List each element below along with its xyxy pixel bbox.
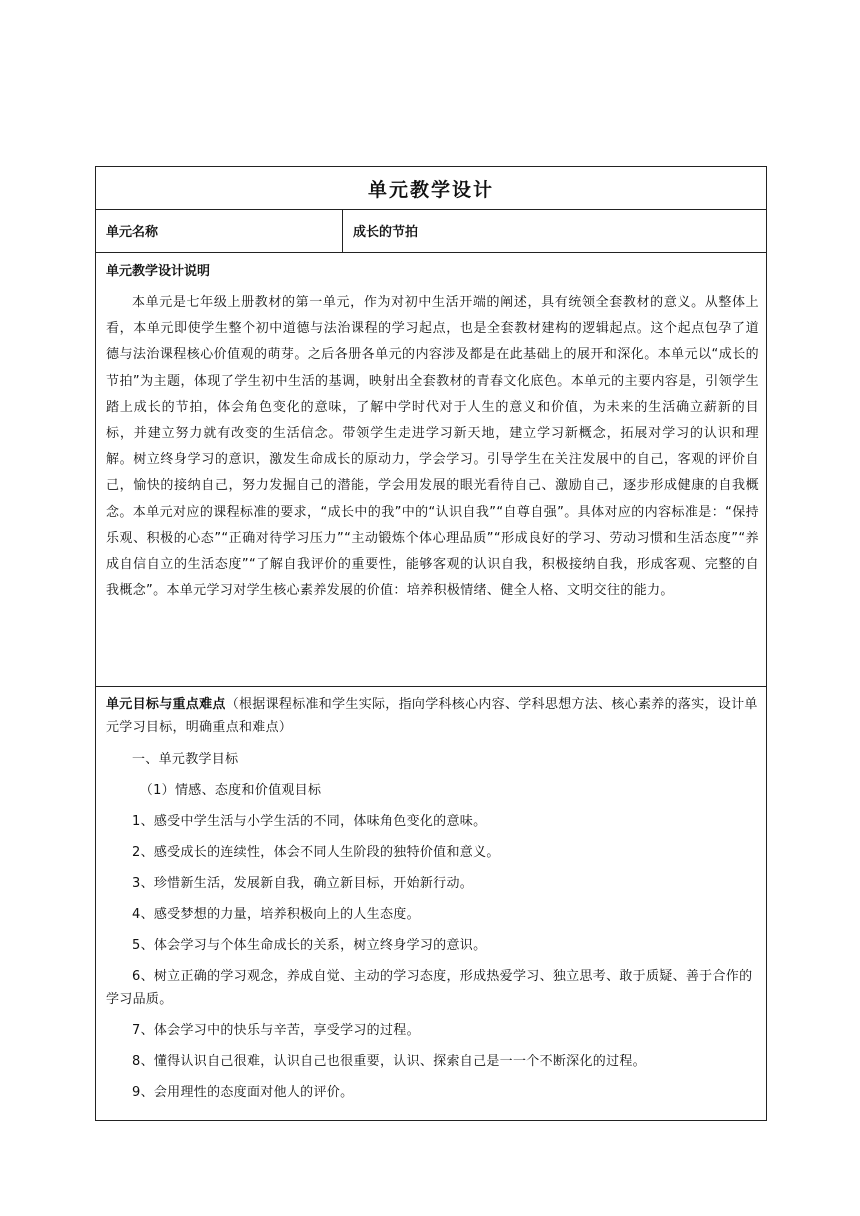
goal-item: 4、感受梦想的力量，培养积极向上的人生态度。 <box>132 907 420 922</box>
lesson-design-table <box>95 166 767 1121</box>
goal-item: 8、懂得认识自己很难，认识自己也很重要，认识、探索自己是一一个不断深化的过程。 <box>132 1054 646 1069</box>
goals-heading-title: 单元目标与重点难点 <box>106 697 226 712</box>
goals-heading-note: （根据课程标准和学生实际，指向学科核心内容、学科思想方法、核心素养的落实，设计单元学习目标，明确重点和难点） <box>106 697 758 735</box>
goal-item: 7、体会学习中的快乐与辛苦，享受学习的过程。 <box>132 1023 420 1038</box>
goal-item: 3、珍惜新生活，发展新自我，确立新目标，开始新行动。 <box>132 876 474 891</box>
goal-item: 5、体会学习与个体生命成长的关系，树立终身学习的意识。 <box>132 938 487 953</box>
goal-item: 6、树立正确的学习观念，养成自觉、主动的学习态度，形成热爱学习、独立思考、敢于质疑、善于合作的学习品质。 <box>106 969 753 1007</box>
goals-row <box>96 687 766 1120</box>
goal-item: 2、感受成长的连续性，体会不同人生阶段的独特价值和意义。 <box>132 845 500 860</box>
goals-subsection-title: （1）情感、态度和价值观目标 <box>139 783 322 798</box>
document-title: 单元教学设计 <box>367 178 494 201</box>
goals-section-title: 一、单元教学目标 <box>132 752 239 767</box>
description-body: 本单元是七年级上册教材的第一单元，作为对初中生活开端的阐述，具有统领全套教材的意义。从整体上看，本单元即使学生整个初中道德与法治课程的学习起点，也是全套教材建构的逻辑起点。这个起点包孕了道德与法治课程核心价值观的萌芽。之后各册各单元的内容涉及都是在此基础上的展开和深化。本单元以“成长的节拍”为主题，体现了学生初中生活的基调，映射出全套教材的青春文化底色。本单元的主要内容是，引领学生踏上成长的节拍，体会角色变化的意味，了解中学时代对于人生的意义和价值，为未来的生活确立薪新的目标，并建立努力就有改变的生活信念。带领学生走进学习新天地，建立学习新概念，拓展对学习的认识和理解。树立终身学习的意识，激发生命成长的原动力，学会学习。引导学生在关注发展中的自己，客观的评价自己，愉快的接纳自己，努力发掘自己的潜能，学会用发展的眼光看待自己、激励自己，逐步形成健康的自我概念。本单元对应的课程标准的要求，“成长中的我”中的“认识自我”“自尊自强”。具体对应的内容标准是：“保持乐观、积极的心态”“正确对待学习压力”“主动锻炼个体心理品质”“形成良好的学习、劳动习惯和生活态度”“养成自信自立的生活态度”“了解自我评价的重要性，能够客观的认识自我，积极接纳自我，形成客观、完整的自我概念”。本单元学习对学生核心素养发展的价值：培养积极情绪、健全人格、文明交往的能力。 <box>106 295 759 599</box>
goals-heading <box>106 693 759 739</box>
goal-item: 1、感受中学生活与小学生活的不同，体味角色变化的意味。 <box>132 814 487 829</box>
unit-name-label: 单元名称 <box>96 210 343 252</box>
unit-name-row <box>96 210 766 253</box>
description-heading: 单元教学设计说明 <box>106 264 211 279</box>
unit-name-value: 成长的节拍 <box>353 225 419 240</box>
goal-item: 9、会用理性的态度面对他人的评价。 <box>132 1085 354 1100</box>
description-row <box>96 253 766 687</box>
title-row <box>96 167 766 210</box>
